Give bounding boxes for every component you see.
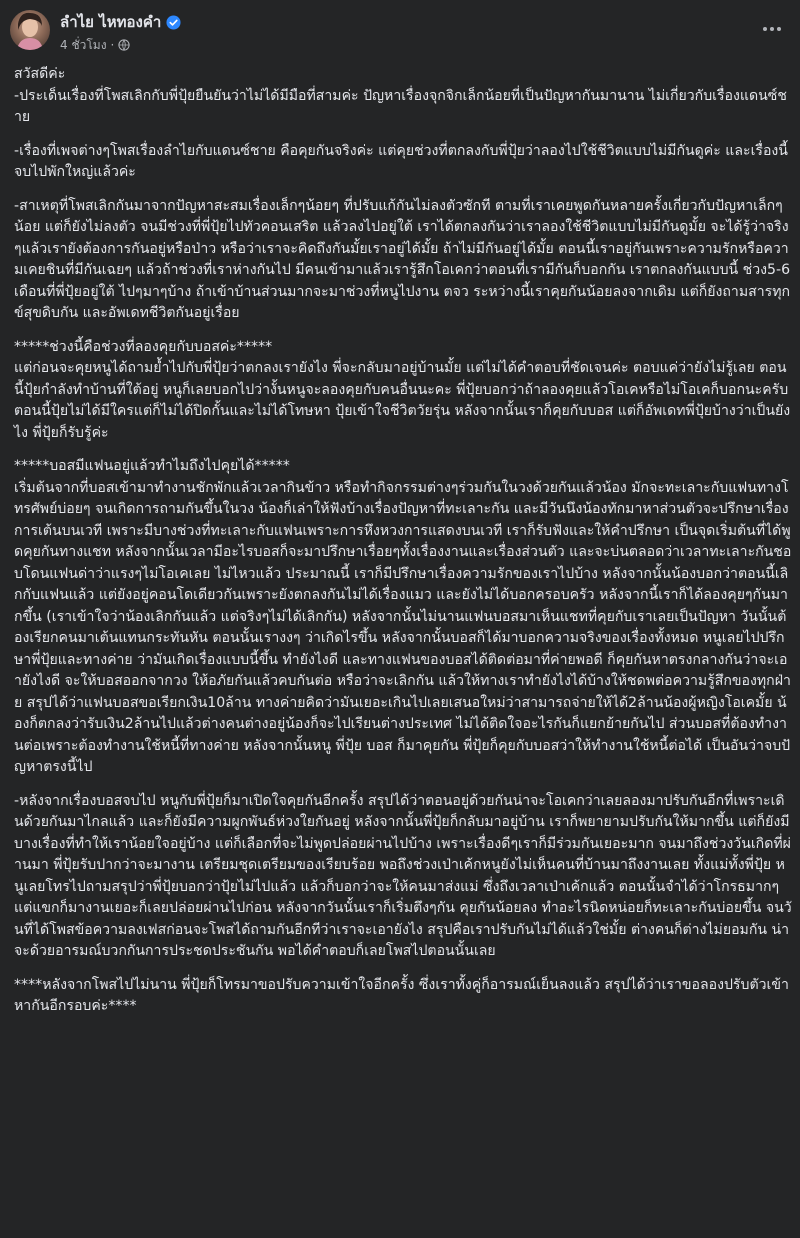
ellipsis-icon xyxy=(763,27,767,31)
post-header xyxy=(0,0,800,62)
post-paragraph-7: ****หลังจากโพสไปไม่นาน พี่ปุ้ยก็โทรมาขอปรับความเข้าใจอีกครั้ง ซึ่งเราทั้งคู่ก็อารมณ์เย็นลงแล้ว สรุปได้ว่าเราขอลองปรับตัวเข้าหากันอีกรอบค่ะ**** xyxy=(14,976,789,1014)
post-paragraph-5: เริ่มต้นจากที่บอสเข้ามาทำงานชักพักแล้วเวลากินข้าว หรือทำกิจกรรมต่างๆร่วมกันในวงด้วยกันแล้วน้อง มักจะทะเลาะกับแฟนทางโทรศัพย์บ่อยๆ จนเกิดการถามกันขึ้นในวง น้องก็เล่าให้ฟังบ้างเรื่องปัญหาที่ทะเลาะกัน และมีวันนึงน้องทักมาหาส่วนตัวจะปรึกษาเรื่องการเต้นบนเวที เพราะมีบางช่วงที่ทะเลาะกับแฟนเพราะการหึงหวงการแสดงบนเวที เราก็รับฟังและให้คำปรึกษา เป็นจุดเริ่มต้นที่ได้พูดคุยกันทางแชท หลังจากนั้นเวลามีอะไรบอสก็จะมาปรึกษาเรื่อยๆทั้งเรื่องงานและเรื่องส่วนตัว และจะบ่นตลอดว่าเวลาทะเลาะกันชอบโดนแฟนด่าว่าแรงๆไม่โอเคเลย ไม่ไหวแล้ว ประมาณนี้ เราก็มีปรึกษาเรื่องความรักของเราไปบ้าง หลังจากนั้นน้องบอกว่าตอนนี้เลิกกับแฟนแล้ว แต่ยังอยู่คอนโดเดียวกันเพราะยังตกลงกันไม่ได้เรื่องแมว และยังไม่ได้บอกครอบครัว หลังจากนี้เราก็ได้ลองคุยๆกันมากขึ้น (เราเข้าใจว่าน้องเลิกกันแล้ว แต่จริงๆไม่ได้เลิกกัน) หลังจากนั้นไม่นานแฟนบอสมาเห็นแชทที่คุยกับเราเลยเป็นปัญหา วันนั้นต้องเรียกคนมาเต้นแทนกระทันหัน ตอนนั้นเรางงๆ ว่าเกิดไรขึ้น หลังจากนั้นบอสก็ได้มาบอกความจริงของเรื่องทั้งหมด หนูเลยไปปรึกษาพี่ปุ้ยและทางค่าย ว่ามันเกิดเรื่องแบบนี้ขึ้น ทำยังไงดี และทางแฟนของบอสได้ติดต่อมาที่ค่ายพอดี ก็คุยกันหาตรงกลางกันว่าจะเอายังไงดี จะให้บอสออกจากวง ให้อภัยกันแล้วคบกันต่อ หรือว่าจะเลิกกัน แล้วให้ทางเราทำยังไงได้บ้างให้ชดพต่อความรู้สึกของทุกฝ่าย สรุปได้ว่าแฟนบอสขอเรียกเงิน10ล้าน ทางค่ายคิดว่ามันเยอะเกินไปเลยเสนอใหม่ว่าสามารถจ่ายให้ได้2ล้านน้องผู้หญิงโอเคมั้ย น้องก็ตกลงว่ารับเงิน2ล้านไปแล้วต่างคนต่างอยู่น้องก็จะไปเรียนต่างประเทศ ไม่ได้ติดใจอะไรกันก็แยกย้ายกันไป ส่วนบอสที่ต้องทำงานต่อเพราะต้องทำงานใช้หนี้ที่ทางค่าย หลังจากนั้นหนู พี่ปุ้ย บอส ก็มาคุยกัน พี่ปุ้ยก็คุยกับบอสว่าให้ทำงานใช้หนี้ต่อได้ เป็นอันว่าจบปัญหาตรงนี้ไป xyxy=(14,479,792,775)
ellipsis-icon xyxy=(770,27,774,31)
post-time[interactable]: 4 ชั่วโมง xyxy=(60,37,107,52)
avatar[interactable] xyxy=(10,10,50,50)
post-paragraph-4: แต่ก่อนจะคุยหนูได้ถามย้ำไปกับพี่ปุ้ยว่าตกลงเรายังไง พี่จะกลับมาอยู่บ้านมั้ย แต่ไม่ได้คำตอบที่ชัดเจนค่ะ ตอบแค่ว่ายังไม่รู้เลย ตอนนี้ปุ้ยกำลังทำบ้านที่ใต้อยู่ หนูก็เลยบอกไปว่างั้นหนูจะลองคุยกับคนอื่นนะคะ พี่ปุ้ยบอกว่าถ้าลองคุยแล้วโอเคหรือไม่โอเคก็บอกนะครับ ตอนนี้ปุ้ยไม่ได้มีใครแต่ก็ไม่ได้ปิดกั้นและไม่ได้โทษหา ปุ้ยเข้าใจชีวิตวัยรุ่น หลังจากนั้นเราก็คุยกับบอส แต่ก็อัพเดทพี่ปุ้ยบ้างว่าเป็นยังไง พี่ปุ้ยก็รับรู้ค่ะ xyxy=(14,360,791,441)
post-meta xyxy=(60,36,130,54)
post-body xyxy=(14,64,792,1018)
more-options-button[interactable] xyxy=(758,18,786,40)
verified-badge-icon xyxy=(166,15,181,30)
ellipsis-icon xyxy=(777,27,781,31)
post-greeting: สวัสดีค่ะ xyxy=(14,66,66,82)
post-paragraph-6: -หลังจากเรื่องบอสจบไป หนูกับพี่ปุ้ยก็มาเปิดใจคุยกันอีกครั้ง สรุปได้ว่าตอนอยู่ด้วยกันน่าจะโอเคกว่าเลยลองมาปรับกันอีกที่เพราะเดินด้วยกันมาไกลแล้ว และก็ยังมีความผูกพันธ์ห่วงใยกันอยู่ หลังจากนั้นพี่ปุ้ยก็กลับมาอยู่บ้าน เราก็พยายามปรับกันให้มากขึ้น แต่ก็ยังมีบางเรื่องที่ทำให้เราน้อยใจอยู่บ้าง แต่ก็เลือกที่จะไม่พูดปล่อยผ่านไปบ้าง เพราะเรื่องดีๆเราก็มีร่วมกันเยอะมาก จนมาถึงช่วงวันเกิดที่ผ่านมา พี่ปุ้ยรับปากว่าจะมางาน เตรียมชุดเตรียมของเรียบร้อย พอถึงช่วงเป่าเค้กหนูยังไม่เห็นคนที่บ้านมาถึงงานเลย ทั้งแม่ทั้งพี่ปุ้ย หนูเลยโทรไปถามสรุปว่าพี่ปุ้ยบอกว่าปุ้ยไม่ไปแล้ว แล้วก็บอกว่าจะให้คนมาส่งแม่ ซึ่งถึงเวลาเป่าเค้กแล้ว ตอนนั้นจำได้ว่าโกรธมากๆ แต่แขกก็มางานเยอะก็เลยปล่อยผ่านไปก่อน หลังจากวันนั้นเราก็เริ่มตึงๆกัน คุยกันน้อยลง ทำอะไรนิดหน่อยก็ทะเลาะกันบ่อยขึ้น จนวันที่ได้โพสข้อความลงเฟสก่อนจะโพสได้ถามกันอีกทีว่าเราจะเอายังไง สรุปคือเราปรับกันไม่ได้แล้วใช่มั้ย ต่างคนก็ต่างไม่ยอมกัน น่าจะด้วยอารมณ์บวกกันการประชดประชันกัน พอได้คำตอบก็เลยโพสไปตอนนั้นเลย xyxy=(14,792,792,959)
globe-icon[interactable] xyxy=(118,39,130,51)
post-paragraph-2: -เรื่องที่เพจต่างๆโพสเรื่องลำไยกับแดนซ์ชาย คือคุยกันจริงค่ะ แต่คุยช่วงที่ตกลงกับพี่ปุ้ยว่าลองไปใช้ชีวิตแบบไม่มีกันดูค่ะ และเรื่องนี้จบไปพักใหญ่แล้วค่ะ xyxy=(14,142,788,180)
author-name[interactable]: ลำไย ไหทองคำ xyxy=(60,13,162,31)
author-line xyxy=(60,12,181,32)
post-paragraph-3: -สาเหตุที่โพสเลิกกันมาจากปัญหาสะสมเรื่องเล็กๆน้อยๆ ที่ปรับแก้กันไม่ลงตัวซักที ตามที่เราเคยพูดกันหลายครั้งเกี่ยวกับปัญหาเล็กๆน้อย แต่ก็ยังไม่ลงตัว จนมีช่วงที่พี่ปุ้ยไปทัวคอนเสริต แล้วลงไปอยู่ใต้ เราได้ตกลงกันว่าเราลองใช้ชีวิตแบบไม่มีกันดูมั้ย จะได้รู้ว่าจริงๆแล้วเรายังต้องการกันอยู่หรือป่าว หรือว่าเราจะคิดถึงกันมั้ยเราอยู่ได้มั้ย ถ้าไม่มีกันอยู่ได้มั้ย ตอนนี้เราอยู่กันเพราะความรักหรือความเคยชินที่มีกันเฉยๆ แล้วถ้าช่วงที่เราห่างกันไป มีคนเข้ามาแล้วเรารู้สึกโอเคกว่าตอนที่เรามีกันก็บอกกัน เราตกลงกันแบบนี้ ช่วง5-6เดือนที่พี่ปุ้ยอยู่ใต้ ไปๆมาๆบ้าง ถ้าเข้าบ้านส่วนมากจะมาช่วงที่หนูไปงาน ตจว ระหว่างนี้เราคุยกันน้อยลงจากเดิม แต่ก็ยังถามสารทุกข์สุขดิบกัน และอัพเดทชีวิตกันอยู่เรื่อย xyxy=(14,197,791,321)
post-heading-2: *****บอสมีแฟนอยู่แล้วทำไมถึงไปคุยได้***** xyxy=(14,458,290,474)
separator-dot: · xyxy=(110,38,115,52)
post-heading-1: *****ช่วงนี้คือช่วงที่ลองคุยกับบอสค่ะ***** xyxy=(14,338,273,355)
post-paragraph-1: -ประเด็นเรื่องที่โพสเลิกกับพี่ปุ้ยยืนยันว่าไม่ได้มีมือที่สามค่ะ ปัญหาเรื่องจุกจิกเล็กน้อยที่เป็นปัญหากันมานาน ไม่เกี่ยวกับเรื่องแดนซ์ชาย xyxy=(14,87,787,125)
